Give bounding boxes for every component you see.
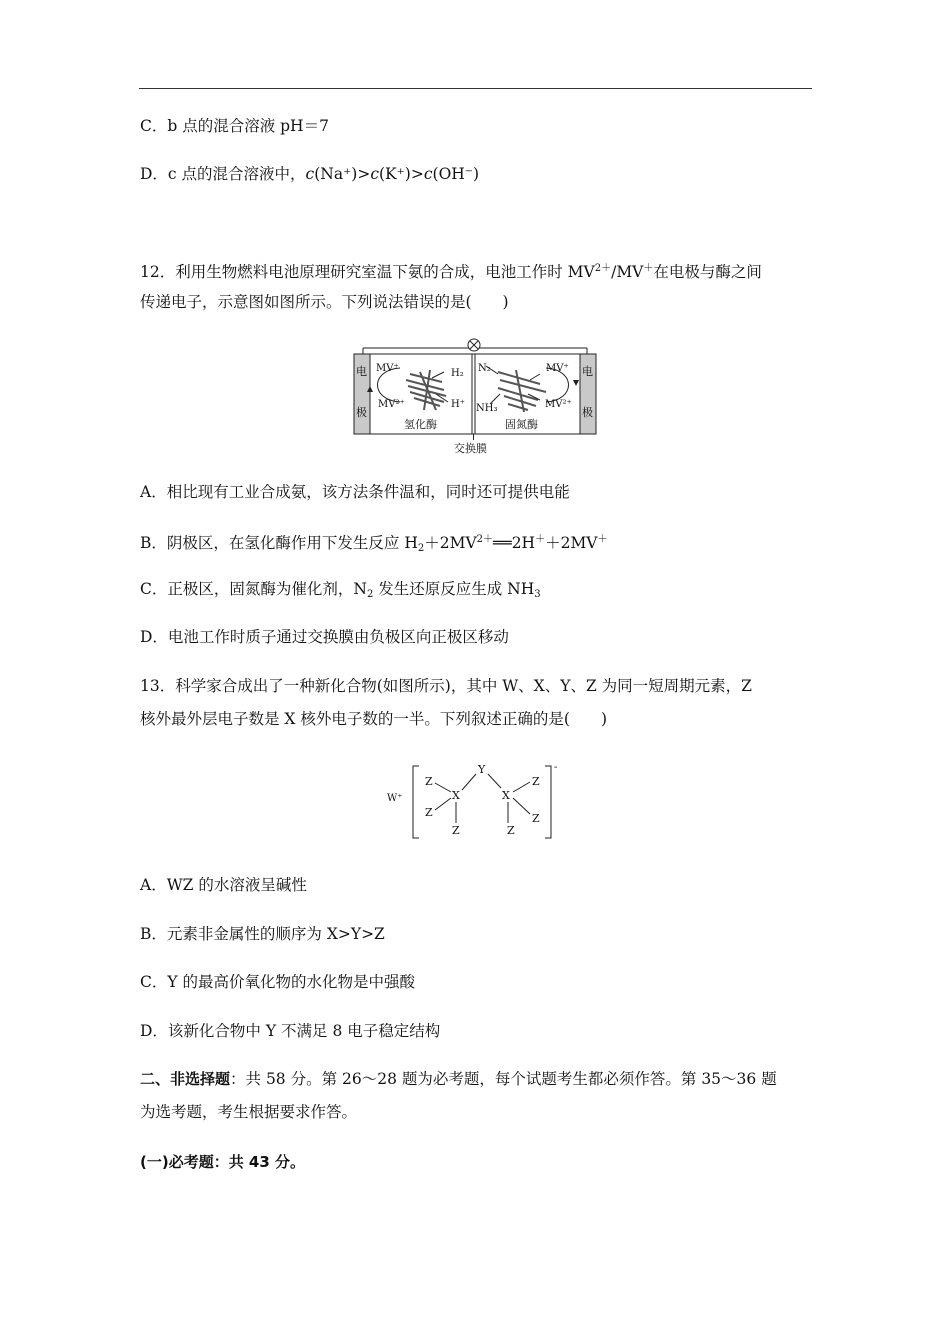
svg-text:Z: Z [532,775,540,788]
svg-text:交换膜: 交换膜 [454,442,487,455]
svg-text:氢化酶: 氢化酶 [404,418,437,431]
svg-text:极: 极 [582,406,593,419]
hydrogenase-enzyme [406,370,446,410]
q13-option-b: B．元素非金属性的顺序为 X>Y>Z [140,925,385,943]
q13-option-a: A．WZ 的水溶液呈碱性 [140,876,307,894]
svg-text:X: X [452,789,460,802]
svg-text:MV²⁺: MV²⁺ [378,399,405,410]
left-bracket [413,766,419,838]
svg-text:MV⁺: MV⁺ [546,363,569,374]
svg-text:Z: Z [425,806,433,819]
q12-stem-line1: 12．利用生物燃料电池原理研究室温下氨的合成，电池工作时 $MV^{2+}/MV^+$在电极与酶之间 [140,263,762,281]
svg-text:N₂: N₂ [478,363,491,374]
q11-option-c: C．b 点的混合溶液 pH＝7 [140,117,329,135]
svg-text:H⁺: H⁺ [451,399,465,410]
section2-intro-line1: 二、非选择题：共 58 分。第 26～28 题为必考题，每个试题考生都必须作答。第 35～36 题 [140,1070,777,1088]
svg-text:Z: Z [532,812,540,825]
svg-text:电: 电 [582,365,593,378]
q13-option-c: C．Y 的最高价氧化物的水化物是中强酸 [140,973,416,991]
svg-text:固氮酶: 固氮酶 [505,418,538,431]
nitrogenase-enzyme [498,370,546,412]
svg-text:X: X [502,789,510,802]
svg-text:电: 电 [356,365,367,378]
q12-option-c: C．正极区，固氮酶为催化剂，$N_2$ 发生还原反应生成 $NH_3$ [140,580,541,600]
svg-text:MV²⁺: MV²⁺ [545,399,572,410]
q11-option-d: D．c 点的混合溶液中，c(Na⁺)>c(K⁺)>c(OH⁻) [140,165,480,183]
fuel-cell-diagram [340,334,610,458]
q13-option-d: D．该新化合物中 Y 不满足 8 电子稳定结构 [140,1022,441,1040]
svg-text:W⁺: W⁺ [387,793,403,804]
section2-subheading: (一)必考题：共 43 分。 [140,1153,306,1171]
svg-text:Y: Y [478,763,486,776]
header-rule [139,88,812,89]
q12-option-d: D．电池工作时质子通过交换膜由负极区向正极区移动 [140,628,509,646]
right-bracket [545,766,551,838]
q12-stem-line2: 传递电子，示意图如图所示。下列说法错误的是( ) [140,293,509,311]
q12-option-a: A．相比现有工业合成氨，该方法条件温和，同时还可提供电能 [140,483,570,501]
svg-text:H₂: H₂ [451,368,464,379]
section2-heading: 二、非选择题 [140,1070,231,1088]
q13-stem-line2: 核外最外层电子数是 X 核外电子数的一半。下列叙述正确的是( ) [140,710,607,728]
svg-text:Z: Z [425,775,433,788]
compound-structure-diagram [385,758,570,844]
svg-text:极: 极 [356,406,367,419]
svg-text:Z: Z [452,824,460,837]
section2-intro-line2: 为选考题，考生根据要求作答。 [140,1103,358,1121]
q13-stem-line1: 13．科学家合成出了一种新化合物(如图所示)，其中 W、X、Y、Z 为同一短周期元素，Z [140,677,752,695]
svg-text:-: - [554,762,558,773]
svg-text:Z: Z [507,824,515,837]
svg-text:NH₃: NH₃ [476,403,498,414]
svg-text:MV⁺: MV⁺ [376,363,399,374]
q12-option-b: B．阴极区，在氢化酶作用下发生反应 $H_2+2MV^{2+}══2H^++2MV^+$ [140,534,608,554]
